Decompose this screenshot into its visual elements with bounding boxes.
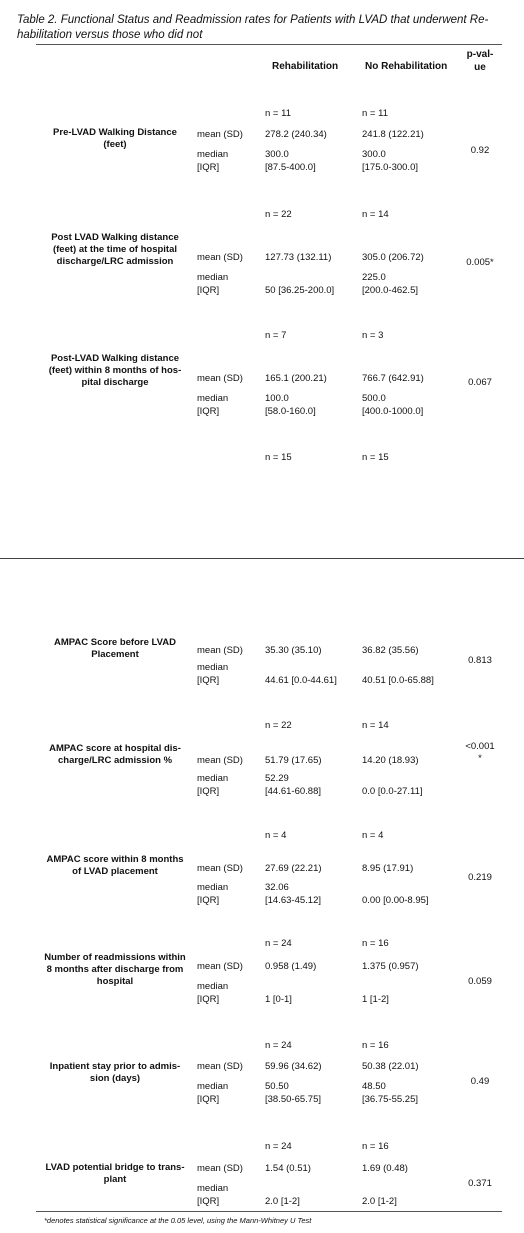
p-value: 0.219 [468,872,492,883]
stat-mean-sd: mean (SD) [197,645,243,656]
label-line: Placement [91,649,139,660]
label-line: (feet) [103,139,127,150]
mean-no-rehab: 1.375 (0.957) [362,961,419,972]
iqr-no-rehab: 1 [1-2] [362,994,389,1005]
p-value: 0.49 [470,1076,490,1087]
n-rehab: n = 4 [265,830,287,841]
iqr-rehab: [87.5-400.0] [265,162,316,173]
mean-rehab: 59.96 (34.62) [265,1061,322,1072]
label-line: charge/LRC admission % [57,755,173,766]
median-no-rehab: 48.50 [362,1081,386,1092]
col-header-p-value [458,48,502,74]
iqr-no-rehab: 2.0 [1-2] [362,1196,397,1207]
stat-mean-sd: mean (SD) [197,961,243,972]
label-line: 8 months after discharge from [46,964,184,975]
iqr-no-rehab: 0.00 [0.00-8.95] [362,895,429,906]
stat-mean-sd: mean (SD) [197,863,243,874]
iqr-no-rehab: [400.0-1000.0] [362,406,424,417]
bottom-rule [36,1211,502,1212]
n-no-rehab: n = 11 [362,108,388,119]
median-rehab: 50.50 [265,1081,289,1092]
median-no-rehab: 225.0 [362,272,386,283]
n-rehab: n = 11 [265,108,291,119]
median-rehab: 52.29 [265,773,289,784]
mean-rehab: 278.2 (240.34) [265,129,327,140]
stat-mean-sd: mean (SD) [197,755,243,766]
p-value: 0.371 [468,1178,492,1189]
label-line: sion (days) [89,1073,141,1084]
row-label [40,1162,190,1186]
p-value-line-2: ue [474,62,486,73]
stat-median: median [197,981,229,992]
stat-iqr: [IQR] [197,994,220,1005]
label-line: hospital [96,976,134,987]
mean-rehab: 51.79 (17.65) [265,755,322,766]
iqr-rehab: [14.63-45.12] [265,895,321,906]
stat-mean-sd: mean (SD) [197,129,243,140]
stat-median: median [197,662,229,673]
p-value: 0.005* [466,257,494,268]
caption-line-2: habilitation versus those who did not [17,29,203,41]
stat-mean-sd: mean (SD) [197,252,243,263]
n-no-rehab: n = 14 [362,209,389,220]
p-value-line: * [478,753,482,764]
iqr-no-rehab: 40.51 [0.0-65.88] [362,675,434,686]
label-line: (feet) at the time of hospital [52,244,178,255]
median-rehab: 100.0 [265,393,289,404]
row-label [40,743,190,767]
row-label [40,854,190,878]
col-header-rehabilitation: Rehabilitation [272,61,339,72]
n-no-rehab: n = 14 [362,720,389,731]
stat-mean-sd: mean (SD) [197,1163,243,1174]
label-line: of LVAD placement [72,866,158,877]
stat-iqr: [IQR] [197,406,220,417]
row-label [40,1061,190,1085]
stat-mean-sd: mean (SD) [197,1061,243,1072]
stat-iqr: [IQR] [197,1094,220,1105]
label-line: Post LVAD Walking distance [51,232,179,243]
label-line: AMPAC score within 8 months [46,854,184,865]
iqr-rehab: 44.61 [0.0-44.61] [265,675,337,686]
mean-no-rehab: 14.20 (18.93) [362,755,419,766]
label-line: Inpatient stay prior to admis- [49,1061,181,1072]
n-rehab: n = 22 [265,720,292,731]
p-value [458,741,502,765]
stat-median: median [197,272,229,283]
n-no-rehab: n = 16 [362,1141,389,1152]
median-rehab: 32.06 [265,882,289,893]
p-value: 0.067 [468,377,492,388]
top-rule [36,44,502,45]
median-rehab: 300.0 [265,149,289,160]
n-no-rehab: n = 15 [362,452,389,463]
table-caption [17,13,517,43]
row-label [40,952,190,988]
p-value-line: <0.001 [465,741,495,752]
mean-rehab: 165.1 (200.21) [265,373,327,384]
row-label [40,637,190,661]
iqr-rehab: [44.61-60.88] [265,786,321,797]
stat-iqr: [IQR] [197,895,220,906]
iqr-rehab: 1 [0-1] [265,994,292,1005]
median-no-rehab: 500.0 [362,393,386,404]
stat-median: median [197,149,229,160]
iqr-no-rehab: [200.0-462.5] [362,285,418,296]
n-rehab: n = 7 [265,330,287,341]
stat-iqr: [IQR] [197,285,220,296]
iqr-rehab: [38.50-65.75] [265,1094,321,1105]
label-line: Post-LVAD Walking distance [50,353,180,364]
label-line: AMPAC score at hospital dis- [49,743,181,754]
label-line: Pre-LVAD Walking Distance [53,127,177,138]
n-no-rehab: n = 16 [362,1040,389,1051]
n-rehab: n = 24 [265,938,292,949]
iqr-rehab: 2.0 [1-2] [265,1196,300,1207]
p-value: 0.813 [468,655,492,666]
label-line: plant [103,1174,127,1185]
row-label [40,232,190,268]
label-line: AMPAC Score before LVAD [54,637,176,648]
stat-median: median [197,1183,229,1194]
stat-iqr: [IQR] [197,162,220,173]
n-rehab: n = 24 [265,1040,292,1051]
mean-no-rehab: 766.7 (642.91) [362,373,424,384]
iqr-no-rehab: [36.75-55.25] [362,1094,418,1105]
row-label [40,353,190,389]
label-line: LVAD potential bridge to trans- [45,1162,185,1173]
stat-iqr: [IQR] [197,675,220,686]
mean-no-rehab: 241.8 (122.21) [362,129,424,140]
label-line: (feet) within 8 months of hos- [48,365,182,376]
median-no-rehab: 300.0 [362,149,386,160]
n-rehab: n = 15 [265,452,292,463]
iqr-rehab: [58.0-160.0] [265,406,316,417]
row-label [40,127,190,151]
mean-rehab: 1.54 (0.51) [265,1163,311,1174]
mean-no-rehab: 50.38 (22.01) [362,1061,419,1072]
p-value: 0.92 [470,145,490,156]
p-value: 0.059 [468,976,492,987]
footnote: *denotes statistical significance at the 0.05 level, using the Mann-Whitney U Test [44,1216,312,1225]
stat-mean-sd: mean (SD) [197,373,243,384]
mean-rehab: 27.69 (22.21) [265,863,322,874]
n-no-rehab: n = 3 [362,330,384,341]
n-no-rehab: n = 16 [362,938,389,949]
stat-median: median [197,393,229,404]
mean-no-rehab: 36.82 (35.56) [362,645,419,656]
stat-iqr: [IQR] [197,1196,220,1207]
stat-iqr: [IQR] [197,786,220,797]
caption-line-1: Table 2. Functional Status and Readmission rates for Patients with LVAD that underwent Re- [17,14,489,26]
mean-rehab: 127.73 (132.11) [265,252,332,263]
n-no-rehab: n = 4 [362,830,384,841]
mean-no-rehab: 1.69 (0.48) [362,1163,408,1174]
p-value-line-1: p-val- [466,49,494,60]
mean-rehab: 35.30 (35.10) [265,645,322,656]
page-break-rule [0,558,524,559]
iqr-no-rehab: [175.0-300.0] [362,162,418,173]
mean-rehab: 0.958 (1.49) [265,961,317,972]
iqr-no-rehab: 0.0 [0.0-27.11] [362,786,423,797]
iqr-rehab: 50 [36.25-200.0] [265,285,335,296]
mean-no-rehab: 305.0 (206.72) [362,252,424,263]
n-rehab: n = 24 [265,1141,292,1152]
mean-no-rehab: 8.95 (17.91) [362,863,414,874]
label-line: discharge/LRC admission [56,256,174,267]
col-header-no-rehabilitation: No Rehabilitation [365,61,448,72]
stat-median: median [197,773,229,784]
label-line: Number of readmissions within [44,952,186,963]
n-rehab: n = 22 [265,209,292,220]
stat-median: median [197,1081,229,1092]
stat-median: median [197,882,229,893]
label-line: pital discharge [81,377,149,388]
